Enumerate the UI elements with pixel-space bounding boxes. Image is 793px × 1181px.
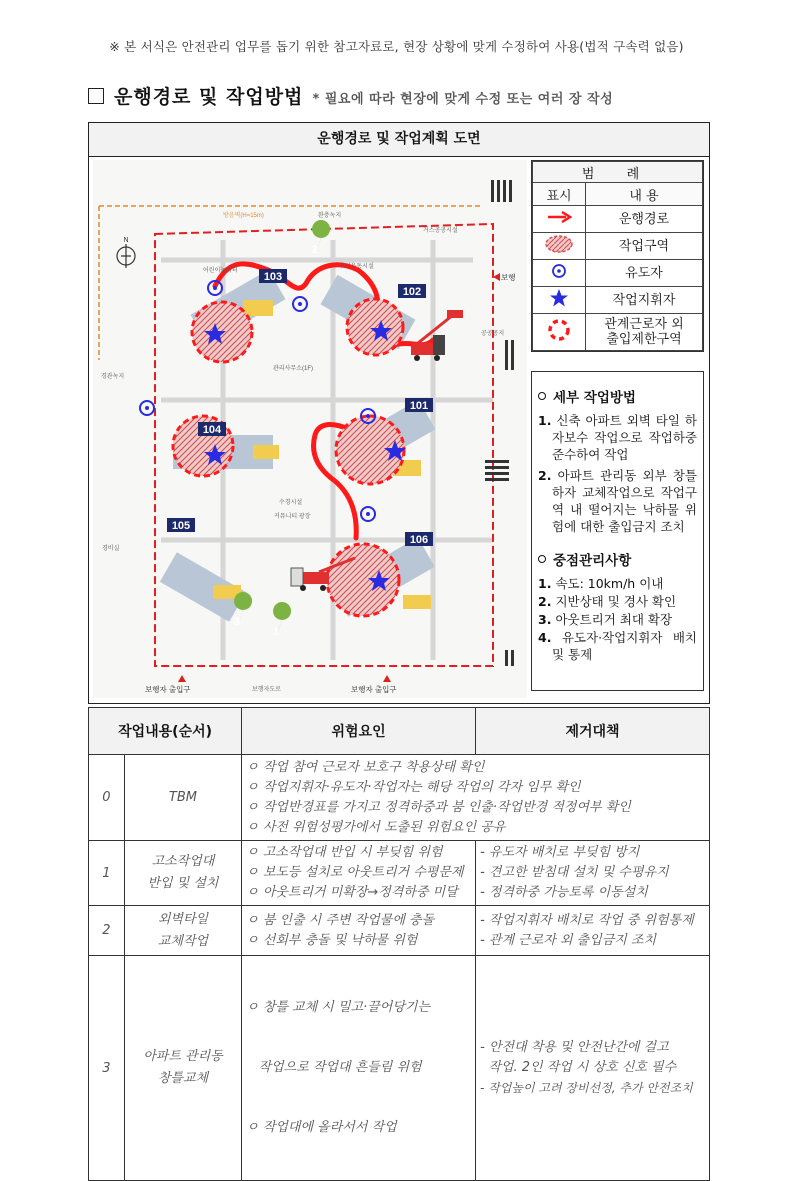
legend-title: 범 례 [533,162,703,183]
list-item: 4. 유도자·작업지휘자 배치 및 통제 [538,630,697,662]
blue-circle-icon [533,260,586,287]
detail-methods-title: 세부 작업방법 [538,386,697,406]
legend-table [532,161,703,351]
guard-post-label: 경비실 [102,546,120,552]
building-104-label: 104 [202,424,222,436]
header-task: 작업내용(순서) [89,708,242,755]
row-number: 3 [89,956,125,1181]
key-management-list [538,575,697,663]
row-number: 2 [89,906,125,956]
plaza-label: 커뮤니티 광장 [274,514,311,520]
list-item: 3. 아웃트리거 최대 확장 [538,612,673,627]
marker-1-label: 1 [272,626,280,638]
marker-3-label: 3 [233,616,241,628]
legend-restricted-label: 관계근로자 외 출입제한구역 [586,314,703,351]
work-procedure-table [88,707,710,1181]
list-item: 1. 속도: 10km/h 이내 [538,576,664,591]
legend-panel [531,160,704,352]
task-cell: 외벽타일 교체작업 [124,906,241,956]
detail-methods-list [538,412,697,535]
walkway-label: 보행자도로 [252,687,281,693]
list-item: 2. 지반상태 및 경사 확인 [538,594,677,609]
measure-cell: - 유도자 배치로 부딪힘 방지 - 견고한 받침대 설치 및 수평유지 - 정격하중 가능토록 이동설치 [476,841,710,906]
work-methods-panel [531,371,704,691]
list-item: 2. 아파트 관리동 외부 창틀 하자 교체작업으로 작업구역 내 떨어지는 낙하물 위험에 대한 출입금지 조치 [538,468,697,534]
measure-cell: - 작업지휘자 배치로 작업 중 위험통제 - 관계 근로자 외 출입금지 조치 [476,906,710,956]
row-number: 1 [89,841,125,906]
entrance-left-label: 보행자 출입구 [145,685,191,694]
row-number: 0 [89,755,125,841]
building-106-label: 106 [409,534,429,546]
table-row [89,906,710,956]
building-105-label: 105 [171,520,191,532]
sound-barrier-label: 방음벽(H=15m) [223,213,264,219]
public-facility-label: 거스공공시설 [423,228,458,234]
building-102-label: 102 [402,286,422,298]
map-background [93,160,527,698]
task-cell: TBM [124,755,241,841]
landscape-green-label: 경관녹지 [101,374,125,380]
table-row [89,755,710,841]
section-heading [88,82,728,109]
office-label: 관리사무소(1F) [273,366,313,372]
fitness-label: 주민운동시설 [339,264,374,270]
red-dashed-circle-icon [533,314,586,351]
task-cell: 아파트 관리동 창틀교체 [124,956,241,1181]
building-101-label: 101 [409,400,429,412]
header-measure: 제거대책 [476,708,710,755]
water-feature-label: 수경시설 [279,500,303,506]
route-plan-frame [88,122,710,704]
disclaimer-notice: ※ 본 서식은 안전관리 업무를 돕기 위한 참고자료로, 현장 상황에 맞게 수정하여 사용(법적 구속력 없음) [109,39,684,54]
buffer-green-label: 완충녹지 [318,213,342,219]
hazard-cell: ㅇ 고소작업대 반입 시 부딪힘 위험 ㅇ 보도등 설치로 아웃트리거 수평문제 ㅇ 아웃트리거 미확장→정격하중 미달 [242,841,476,906]
bullet-circle-icon [538,555,546,563]
hazard-cell: ㅇ 붐 인출 시 주변 작업물에 충돌 ㅇ 선회부 충돌 및 낙하물 위험 [242,906,476,956]
site-map [93,160,527,698]
svg-text:N: N [123,237,129,244]
entrance-right-label: 보행자 출입구 [351,685,397,694]
legend-route-label: 운행경로 [586,206,703,233]
legend-col-desc: 내 용 [586,183,703,206]
task-cell: 고소작업대 반입 및 설치 [124,841,241,906]
tbm-checklist-cell: ㅇ 작업 참여 근로자 보호구 착용상태 확인 ㅇ 작업지휘자·유도자·작업자는 해당 작업의 각자 임무 확인 ㅇ 작업반경표를 가지고 정격하중과 붐 인출·작업반경 적정여부 확인 ㅇ 사전 위험성평가에서 도출된 위험요인 공유 [242,755,710,841]
section-title: 운행경로 및 작업방법 [114,86,304,108]
legend-supervisor-label: 작업지휘자 [586,287,703,314]
playground-label: 어린이놀이터 [203,268,238,274]
plan-title: 운행경로 및 작업계획 도면 [89,123,709,157]
marker-2-label: 2 [311,244,319,256]
list-item: 1. 신축 아파트 외벽 타일 하자보수 작업으로 작업하중 준수하여 작업 [538,413,697,462]
blue-star-icon [533,287,586,314]
public-land-label: 공공공지 [481,331,505,337]
building-103-label: 103 [263,271,283,283]
site-map-drawing [93,160,527,698]
legend-guide-label: 유도자 [586,260,703,287]
table-row [89,956,710,1181]
header-hazard: 위험요인 [242,708,476,755]
hatched-circle-icon [533,233,586,260]
bullet-circle-icon [538,392,546,400]
red-arrow-icon [533,206,586,233]
checkbox-square-icon [88,88,104,104]
walk-right-label: 보행 [501,273,516,282]
legend-workzone-label: 작업구역 [586,233,703,260]
key-management-title: 중점관리사항 [538,549,697,569]
measure-cell: - 안전대 착용 및 안전난간에 걸고 작업. 2인 작업 시 상호 신호 필수 - 작업높이 고려 장비선정, 추가 안전조치 [476,956,710,1181]
hazard-cell: ㅇ 창틀 교체 시 밀고·끌어당기는 작업으로 작업대 흔들림 위험 ㅇ 작업대에 올라서서 작업 [242,956,476,1181]
section-note: * 필요에 따라 현장에 맞게 수정 또는 여러 장 작성 [312,92,614,107]
legend-col-symbol: 표시 [533,183,586,206]
table-row [89,841,710,906]
